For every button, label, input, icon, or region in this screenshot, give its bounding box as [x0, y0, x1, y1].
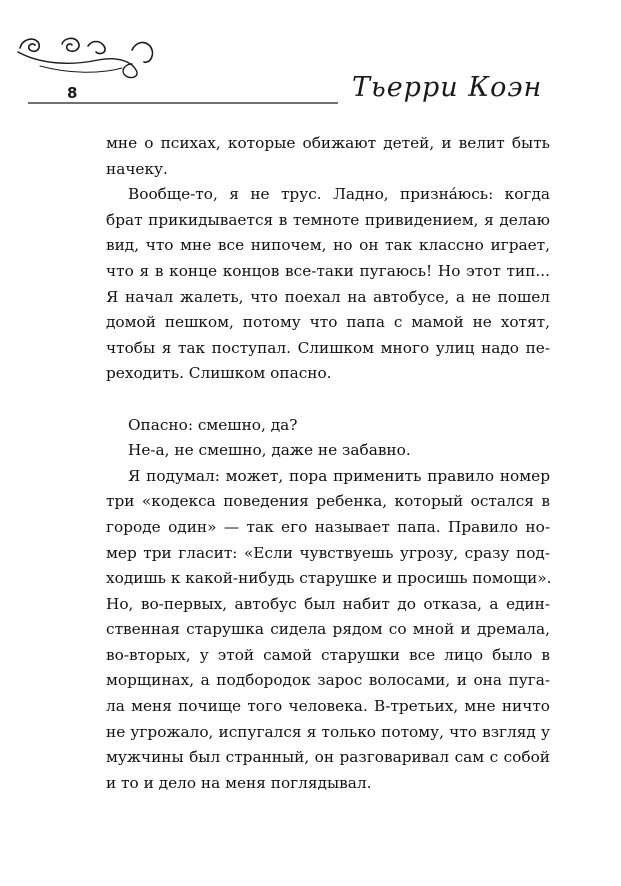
text-line: и то и дело на меня поглядывал. [106, 773, 372, 792]
section-break [106, 387, 550, 413]
text-line: реходить. Слишком опасно. [106, 364, 332, 383]
text-line: Я подумал: может, пора применить правило номер [128, 466, 550, 485]
text-line: Не-а, не смешно, даже не забавно. [128, 441, 411, 460]
text-line: Опасно: смешно, да? [128, 415, 298, 434]
text-line: чтобы я так поступал. Слишком много улиц надо пе- [106, 338, 550, 357]
text-line: мужчины был странный, он разговаривал сам с собой [106, 748, 550, 767]
text-line: ходишь к какой-нибудь старушке и просишь помощи». [106, 569, 552, 588]
text-line: вид, что мне все нипочем, но он так классно играет, [106, 236, 550, 255]
body-text [106, 131, 550, 796]
text-line: что я в конце концов все-таки пугаюсь! Но этот тип... [106, 261, 550, 280]
text-line: начеку. [106, 159, 168, 178]
text-line: городе один» — так его называет папа. Правило но- [106, 517, 550, 536]
text-line: домой пешком, потому что папа с мамой не хотят, [106, 313, 550, 332]
text-line: во-вторых, у этой самой старушки все лицо было в [106, 645, 550, 664]
text-line: Я начал жалеть, что поехал на автобусе, а не пошел [106, 287, 550, 306]
text-line: не угрожало, испугался я только потому, что взгляд у [106, 722, 550, 741]
running-header-author: Тьерри Коэн [352, 72, 543, 103]
page-number: 8 [67, 84, 78, 102]
text-line: мер три гласит: «Если чувствуешь угрозу, сразу под- [106, 543, 550, 562]
text-line: ственная старушка сидела рядом со мной и дремала, [106, 620, 550, 639]
text-line: мне о психах, которые обижают детей, и велит быть [106, 134, 550, 152]
text-line: Вообще-то, я не трус. Ладно, призна́юсь: когда [128, 185, 550, 204]
text-line: ла меня почище того человека. В-третьих, мне ничто [106, 697, 550, 716]
text-line: Но, во-первых, автобус был набит до отказа, а един- [106, 594, 550, 613]
text-line: три «кодекса поведения ребенка, который остался в [106, 492, 550, 511]
text-line: морщинах, а подбородок зарос волосами, и она пуга- [106, 671, 550, 690]
text-line: брат прикидывается в темноте привидением, я делаю [106, 210, 550, 229]
